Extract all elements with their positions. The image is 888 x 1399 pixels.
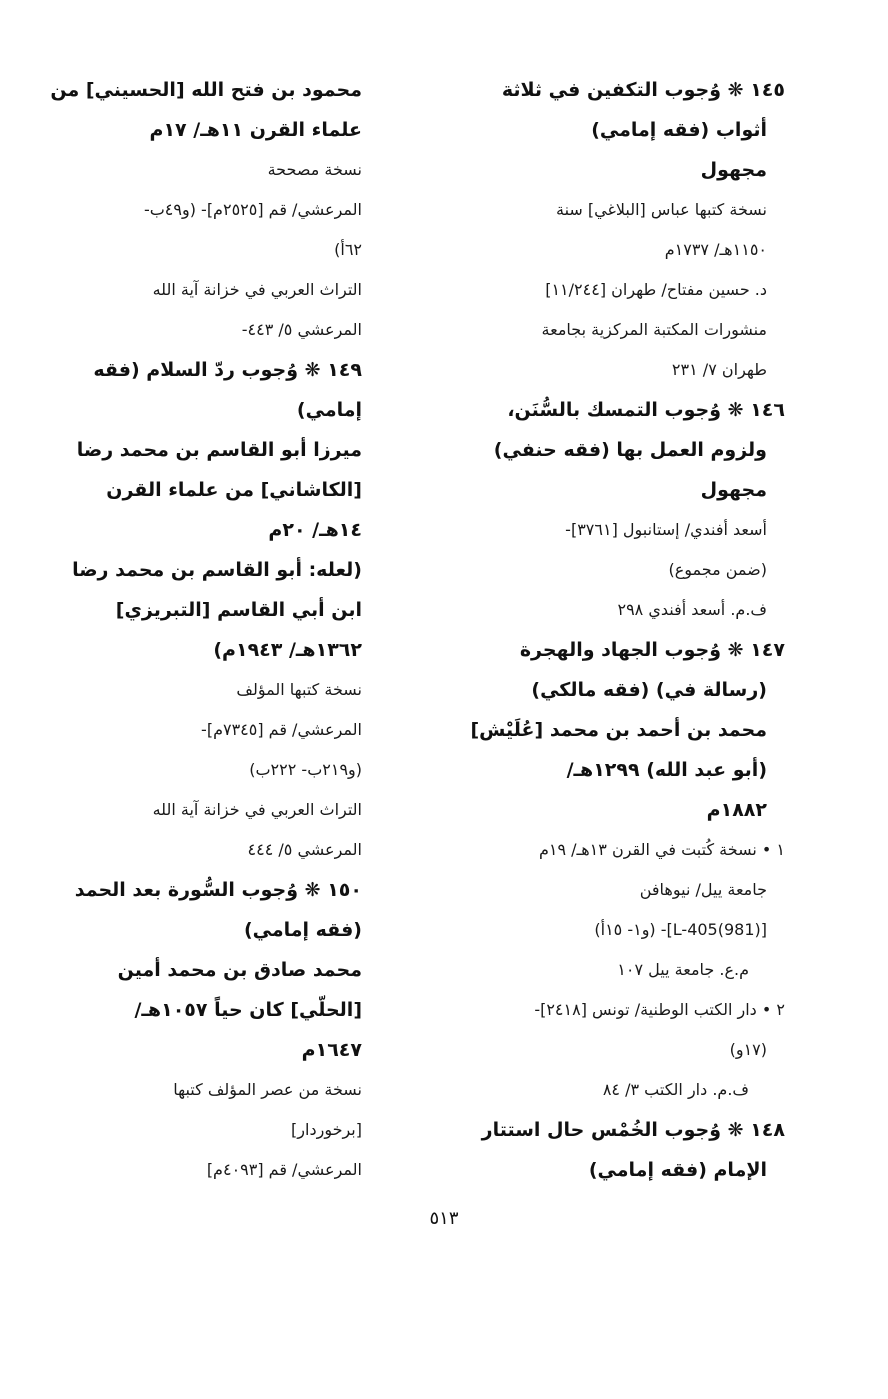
left-column-line: التراث العربي في خزانة آية الله — [152, 280, 362, 299]
right-column-line: طهران ٧/ ٢٣١ — [671, 360, 767, 379]
right-column-line: ١٤٧ ❋ وُجوب الجهاد والهجرة — [519, 639, 785, 661]
right-column-line: ١٤٥ ❋ وُجوب التكفين في ثلاثة — [501, 79, 785, 101]
right-column-line: [L-405(981)]- (و١- ١٥أ) — [594, 920, 767, 939]
left-column-line: ١٤هـ/ ٢٠م — [268, 519, 362, 541]
left-column-line: نسخة من عصر المؤلف كتبها — [173, 1080, 362, 1099]
right-column — [440, 70, 785, 1190]
left-column-line: المرعشي ٥/ ٤٤٣- — [241, 320, 362, 339]
right-column-line: ولزوم العمل بها (فقه حنفي) — [493, 439, 767, 461]
left-column-line: (فقه إمامي) — [243, 919, 362, 941]
right-column-line: مجهول — [700, 479, 767, 501]
page-number: ٥١٣ — [429, 1208, 459, 1229]
right-column-line: (رسالة في) (فقه مالكي) — [531, 679, 767, 701]
right-column-line: ف.م. دار الكتب ٣/ ٨٤ — [602, 1080, 749, 1099]
right-column-line: نسخة كتبها عباس [البلاغي] سنة — [556, 200, 767, 219]
right-column-line: (١٧و) — [729, 1040, 767, 1059]
left-column-line: التراث العربي في خزانة آية الله — [152, 800, 362, 819]
left-column-line: [الحلّي] كان حياً ١٠٥٧هـ/ — [134, 999, 362, 1021]
left-column-line: محمد صادق بن محمد أمين — [117, 959, 362, 981]
left-column-line: المرعشي/ قم [٧٣٤٥م]- — [201, 720, 362, 739]
left-column-line: (و٢١٩ب- ٢٢٢ب) — [249, 760, 362, 779]
left-column-line: نسخة مصححة — [267, 160, 362, 179]
left-column-line: إمامي) — [296, 399, 362, 421]
left-column-line: ميرزا أبو القاسم بن محمد رضا — [76, 439, 362, 461]
right-column-line: ١٨٨٢م — [706, 799, 767, 821]
left-column-line: نسخة كتبها المؤلف — [236, 680, 362, 699]
left-column-line: المرعشي ٥/ ٤٤٤ — [247, 840, 362, 859]
right-column-line: ١٤٦ ❋ وُجوب التمسك بالسُّنَن، — [507, 399, 785, 421]
right-column-line: ١ • نسخة كُتبت في القرن ١٣هـ/ ١٩م — [538, 840, 785, 859]
left-column-line: ابن أبي القاسم [التبريزي] — [115, 599, 362, 621]
left-column-line: ٦٢أ) — [334, 240, 362, 259]
left-column-line: ١٦٤٧م — [301, 1039, 362, 1061]
left-column-line: المرعشي/ قم [٤٠٩٣م] — [206, 1160, 362, 1179]
left-column-line: محمود بن فتح الله [الحسيني] من — [50, 79, 362, 101]
right-column-line: أثواب (فقه إمامي) — [591, 119, 767, 141]
right-column-line: (أبو عبد الله) ١٢٩٩هـ/ — [566, 759, 767, 781]
right-column-line: م.ع. جامعة ييل ١٠٧ — [617, 960, 749, 979]
right-column-line: ٢ • دار الكتب الوطنية/ تونس [٢٤١٨]- — [534, 1000, 785, 1019]
right-column-line: جامعة ييل/ نيوهافن — [639, 880, 767, 899]
left-column-line: (لعله: أبو القاسم بن محمد رضا — [72, 559, 362, 581]
right-column-line: (ضمن مجموع) — [668, 560, 767, 579]
left-column-line: ١٣٦٢هـ/ ١٩٤٣م) — [213, 639, 362, 661]
left-column-line: ١٤٩ ❋ وُجوب ردّ السلام (فقه — [93, 359, 362, 381]
right-column-line: أسعد أفندي/ إستانبول [٣٧٦١]- — [565, 520, 767, 539]
left-column-line: [الكاشاني] من علماء القرن — [106, 479, 362, 501]
right-column-line: ١٤٨ ❋ وُجوب الخُمْس حال استتار — [481, 1119, 785, 1141]
right-column-line: ف.م. أسعد أفندي ٢٩٨ — [617, 600, 767, 619]
left-column-line: [برخوردار] — [291, 1120, 362, 1139]
right-column-line: منشورات المكتبة المركزية بجامعة — [541, 320, 767, 339]
right-column-line: مجهول — [700, 159, 767, 181]
left-column-line: ١٥٠ ❋ وُجوب السُّورة بعد الحمد — [74, 879, 362, 901]
left-column-line: علماء القرن ١١هـ/ ١٧م — [149, 119, 362, 141]
left-column-line: المرعشي/ قم [٢٥٢٥م]- (و٤٩ب- — [143, 200, 362, 219]
right-column-line: ١١٥٠هـ/ ١٧٣٧م — [664, 240, 767, 259]
right-column-line: محمد بن أحمد بن محمد [عُلَيْش] — [470, 719, 767, 741]
right-column-line: د. حسين مفتاح/ طهران [١١/٢٤٤] — [545, 280, 767, 299]
right-column-line: الإمام (فقه إمامي) — [588, 1159, 767, 1181]
left-column — [50, 70, 362, 1190]
